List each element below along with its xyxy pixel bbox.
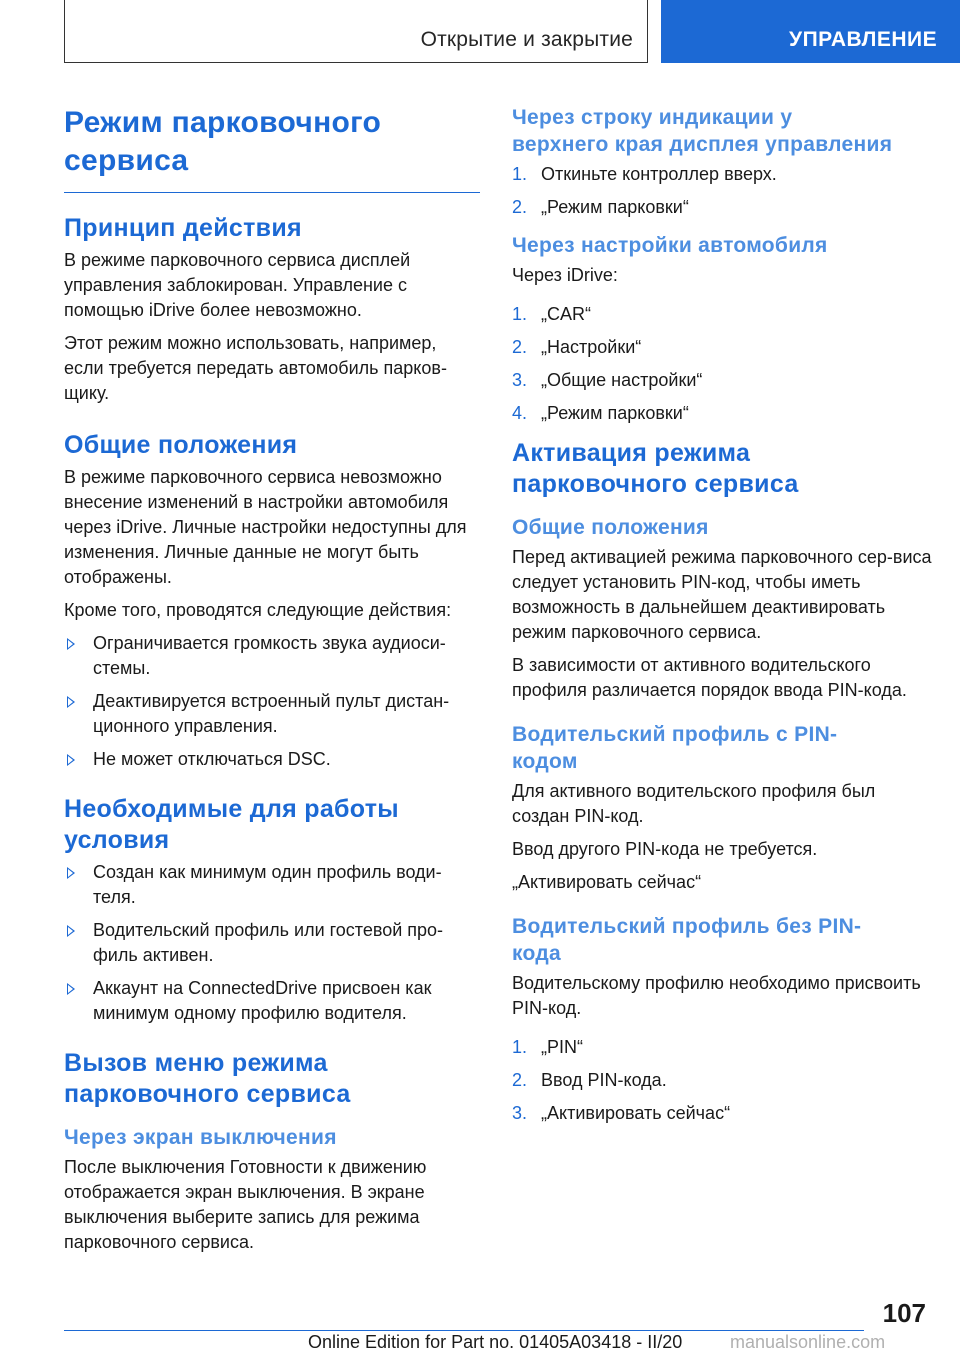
list-item: Водительский профиль или гостевой про‐филь активен. xyxy=(64,918,480,968)
with-pin-paragraph-3: „Активировать сейчас“ xyxy=(512,872,702,892)
vehicle-settings-steps xyxy=(512,302,932,426)
activation-general-heading: Общие положения xyxy=(512,516,709,539)
footer-divider xyxy=(64,1330,864,1331)
list-item: Ограничивается громкость звука аудиоси‐стемы. xyxy=(64,631,480,681)
vehicle-settings-intro: Через iDrive: xyxy=(512,265,618,285)
with-pin-paragraph-1: Для активного водительского профиля был создан PIN-код. xyxy=(512,781,876,826)
without-pin-heading: Водительский профиль без PIN- кода xyxy=(512,915,862,965)
call-menu-heading: Вызов меню режима парковочного сервиса xyxy=(64,1049,351,1108)
shutdown-screen-paragraph: После выключения Готовности к движению отображается экран выключения. В экране выключения выберите запись для режима парковочного сервиса. xyxy=(64,1157,427,1252)
triangle-bullet-icon xyxy=(67,638,75,650)
list-item: 1. „CAR“ xyxy=(512,304,591,324)
with-pin-heading: Водительский профиль с PIN- кодом xyxy=(512,723,838,773)
status-bar-heading: Через строку индикации у верхнего края дисплея управления xyxy=(512,106,893,156)
list-item: Деактивируется встроенный пульт дистан‐ционного управления. xyxy=(64,689,480,739)
general-bullet-list xyxy=(64,631,480,772)
activation-paragraph-1: Перед активацией режима парковочного сер‐виса следует установить PIN-код, чтобы иметь возможность в дальнейшем деактивировать режим парковочного сервиса. xyxy=(512,547,932,642)
triangle-bullet-icon xyxy=(67,983,75,995)
chapter-tab-label: УПРАВЛЕНИЕ xyxy=(789,28,938,51)
conditions-bullet-list xyxy=(64,860,480,1026)
status-bar-steps xyxy=(512,162,932,220)
chapter-tab[interactable] xyxy=(661,0,960,63)
list-item: Создан как минимум один профиль води‐теля. xyxy=(64,860,480,910)
general-heading: Общие положения xyxy=(64,431,298,459)
conditions-heading: Необходимые для работы условия xyxy=(64,795,399,854)
list-item: 1. Откиньте контроллер вверх. xyxy=(512,164,777,184)
title-divider xyxy=(64,192,480,193)
left-column xyxy=(64,104,480,1263)
page-number: 107 xyxy=(882,1298,926,1328)
watermark: manualsonline.com xyxy=(730,1332,886,1352)
without-pin-steps xyxy=(512,1035,932,1126)
list-item: 3. „Общие настройки“ xyxy=(512,370,703,390)
activation-paragraph-2: В зависимости от активного водительского профиля различается порядок ввода PIN-кода. xyxy=(512,655,907,700)
principle-paragraph-1: В режиме парковочного сервиса дисплей управления заблокирован. Управление с помощью iDrive более невозможно. xyxy=(64,250,411,320)
list-item: 1. „PIN“ xyxy=(512,1037,583,1057)
list-item: Не может отключаться DSC. xyxy=(64,747,480,772)
triangle-bullet-icon xyxy=(67,867,75,879)
general-paragraph-1: В режиме парковочного сервиса невозможно внесение изменений в настройки автомобиля через iDrive. Личные настройки недоступны для изменения. Личные данные не могут быть отображены. xyxy=(64,467,467,587)
principle-heading: Принцип действия xyxy=(64,214,302,242)
list-item: 2. „Настройки“ xyxy=(512,337,642,357)
activation-heading: Активация режима парковочного сервиса xyxy=(512,439,799,498)
triangle-bullet-icon xyxy=(67,696,75,708)
section-title: Открытие и закрытие xyxy=(420,28,633,51)
list-item: Аккаунт на ConnectedDrive присвоен как минимум одному профилю водителя. xyxy=(64,976,480,1026)
footer-edition: Online Edition for Part no. 01405A03418 - II/20 xyxy=(308,1332,683,1352)
list-item: 3. „Активировать сейчас“ xyxy=(512,1103,731,1123)
triangle-bullet-icon xyxy=(67,754,75,766)
vehicle-settings-heading: Через настройки автомобиля xyxy=(512,234,828,257)
list-item: 2. Ввод PIN-кода. xyxy=(512,1070,667,1090)
triangle-bullet-icon xyxy=(67,925,75,937)
page-title: Режим парковочного сервиса xyxy=(64,106,382,177)
right-column xyxy=(512,104,932,1138)
principle-paragraph-2: Этот режим можно использовать, например, если требуется передать автомобиль парков‐щику. xyxy=(64,333,447,403)
shutdown-screen-heading: Через экран выключения xyxy=(64,1126,337,1149)
list-item: 4. „Режим парковки“ xyxy=(512,403,689,423)
header-section-box xyxy=(64,0,648,63)
without-pin-paragraph: Водительскому профилю необходимо присвоить PIN-код. xyxy=(512,973,921,1018)
list-item: 2. „Режим парковки“ xyxy=(512,197,689,217)
general-paragraph-2: Кроме того, проводятся следующие действия: xyxy=(64,600,452,620)
with-pin-paragraph-2: Ввод другого PIN-кода не требуется. xyxy=(512,839,818,859)
